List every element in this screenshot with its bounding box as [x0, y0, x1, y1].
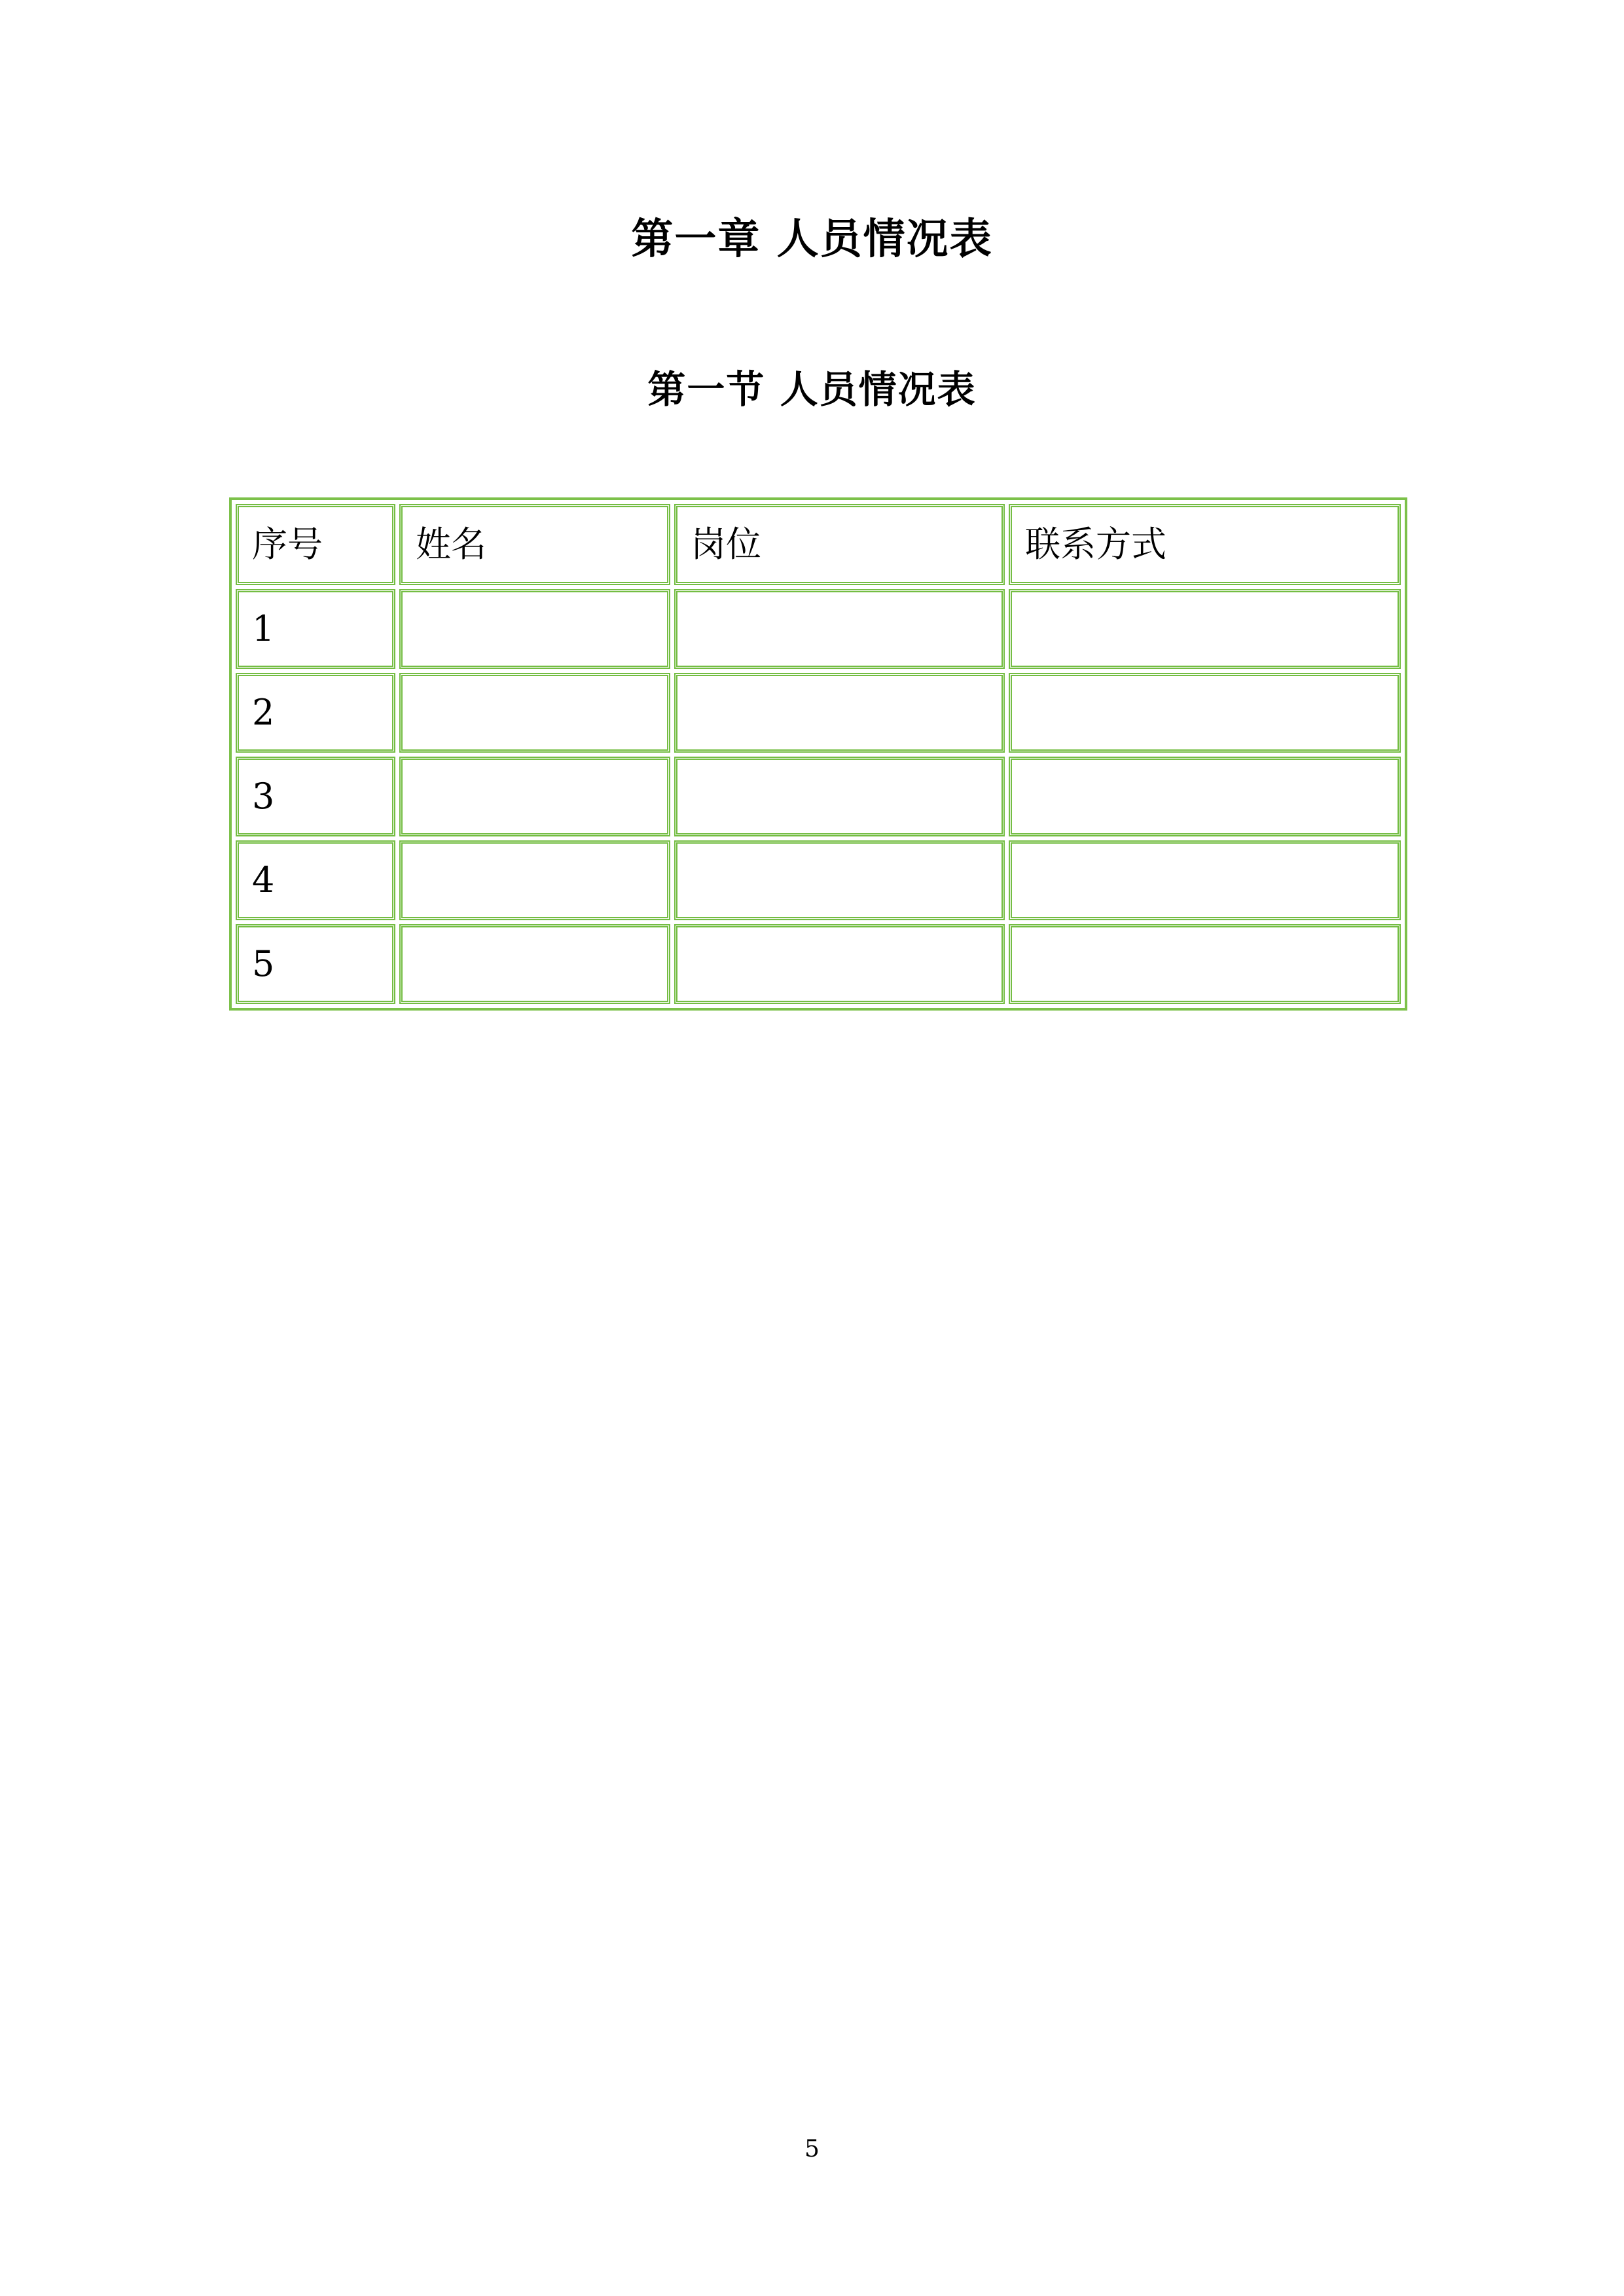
- table-header-row: [236, 504, 1401, 585]
- position-cell: [674, 924, 1005, 1004]
- serial-number-cell: 1: [236, 589, 395, 669]
- contact-cell: [1009, 589, 1401, 669]
- serial-number-cell: 3: [236, 757, 395, 836]
- contact-cell: [1009, 757, 1401, 836]
- header-name: 姓名: [399, 504, 670, 585]
- contact-cell: [1009, 673, 1401, 753]
- position-cell: [674, 840, 1005, 920]
- position-cell: [674, 589, 1005, 669]
- contact-cell: [1009, 924, 1401, 1004]
- position-cell: [674, 757, 1005, 836]
- serial-number-cell: 2: [236, 673, 395, 753]
- header-serial-number: 序号: [236, 504, 395, 585]
- table-row: [236, 757, 1401, 836]
- header-contact: 联系方式: [1009, 504, 1401, 585]
- table-row: [236, 673, 1401, 753]
- table-row: [236, 589, 1401, 669]
- table-row: [236, 924, 1401, 1004]
- name-cell: [399, 589, 670, 669]
- name-cell: [399, 757, 670, 836]
- name-cell: [399, 840, 670, 920]
- name-cell: [399, 924, 670, 1004]
- header-position: 岗位: [674, 504, 1005, 585]
- chapter-title: 第一章 人员情况表: [631, 215, 993, 264]
- serial-number-cell: 4: [236, 840, 395, 920]
- page-number: 5: [804, 2136, 820, 2162]
- table-row: [236, 840, 1401, 920]
- staff-table: [229, 497, 1407, 1011]
- name-cell: [399, 673, 670, 753]
- serial-number-cell: 5: [236, 924, 395, 1004]
- section-title: 第一节 人员情况表: [647, 367, 977, 412]
- position-cell: [674, 673, 1005, 753]
- contact-cell: [1009, 840, 1401, 920]
